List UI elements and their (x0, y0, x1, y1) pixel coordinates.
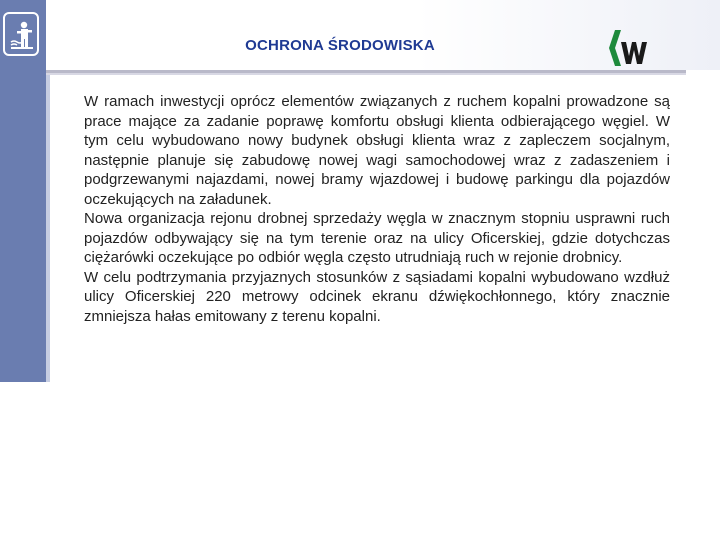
content-text (84, 92, 670, 326)
left-sidebar-bar (0, 0, 46, 382)
header-divider-light (46, 73, 686, 75)
sidebar-shadow (46, 70, 50, 382)
paragraph: W ramach inwestycji oprócz elementów związanych z ruchem kopalni prowadzone są prace mające za zadanie poprawę komfortu obsługi klienta odbierającego węgiel. W tym celu wybudowano nowy budynek obsługi klienta wraz z zapleczem socjalnym, następnie planuje się zabudowę nowej wagi samochodowej wraz z zadaszeniem i podgrzewanymi najazdami, nowej bramy wjazdowej i budowę parkingu dla pojazdów oczekujących na załadunek. (84, 93, 670, 208)
company-logo-icon (607, 28, 655, 73)
page-title: OCHRONA ŚRODOWISKA (245, 37, 435, 54)
paragraph: Nowa organizacja rejonu drobnej sprzedaży węgla w znacznym stopniu usprawni ruch pojazdów odbywający się na tym terenie oraz na ulicy Oficerskiej, gdzie dotychczas ciężarówki oczekujące po odbiór węgla często utrudniają ruch w rejonie drobnicy. (84, 210, 670, 266)
paragraph: W celu podtrzymania przyjaznych stosunków z sąsiadami kopalni wybudowano wzdłuż ulicy Oficerskiej 220 metrowy odcinek ekranu dźwiękochłonnego, który znacznie zmniejsza hałas emitowany z terenu kopalni. (84, 268, 670, 325)
